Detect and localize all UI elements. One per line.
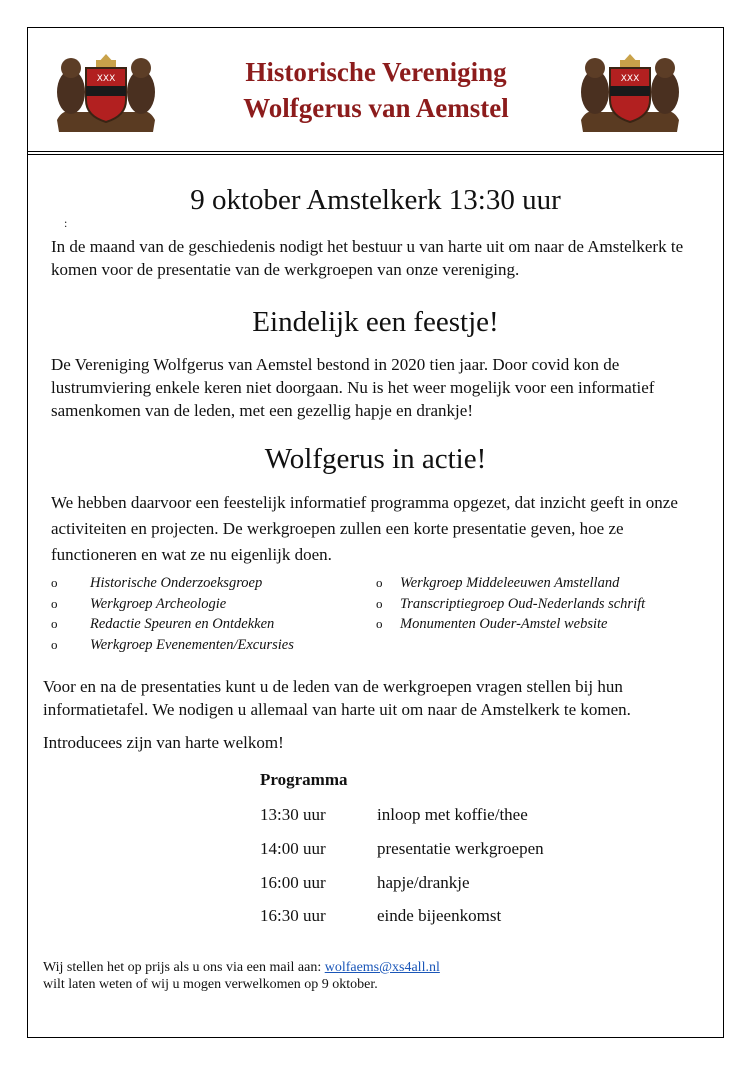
bullet-icon: o [51,575,58,590]
programme-time: 13:30 uur [260,805,326,824]
programme-time: 16:30 uur [260,906,326,925]
bullet-icon: o [376,616,383,631]
intro-paragraph: In de maand van de geschiedenis nodigt het bestuur u van harte uit om naar de Amstelkerk te komen voor de presentatie van de werkgroepen van onze vereniging. [51,237,684,279]
list-item-label: Werkgroep Archeologie [90,595,227,612]
section-heading-in-actie: Wolfgerus in actie! [264,443,487,475]
org-title-line1: Historische Vereniging [245,57,507,87]
list-item [51,594,294,615]
programme-title: Programma [260,770,348,789]
crest-mark-text: XXX [96,74,116,84]
bullet-icon: o [51,616,58,631]
list-item-label: Redactie Speuren en Ontdekken [90,616,275,632]
programme-activity: einde bijeenkomst [377,906,502,925]
section2-paragraph: We hebben daarvoor een feestelijk informatief programma opgezet, dat inzicht geeft in onze activiteiten en projecten. De werkgroepen zullen een korte presentatie geven, hoe ze functioneren en wat ze nu eigenlijk doen. [51,493,678,564]
section1-paragraph: De Vereniging Wolfgerus van Aemstel bestond in 2020 tien jaar. Door covid kon de lustrumviering enkele keren niet doorgaan. Nu is het weer mogelijk voor een informatief samenkomen van de leden, met een gezellig hapje en drankje! [51,355,655,420]
list-item-label: Werkgroep Evenementen/Excursies [90,636,294,653]
workgroup-list-right [376,573,645,635]
list-item [376,594,645,615]
programme-row [260,872,470,894]
programme-activity: inloop met koffie/thee [377,805,528,824]
programme-activity: hapje/drankje [377,873,470,892]
header-divider-bottom [27,154,724,155]
list-item [376,614,645,635]
list-item [51,635,294,656]
list-item-label: Werkgroep Middeleeuwen Amstelland [400,575,620,591]
list-item [51,573,294,594]
list-item [51,614,294,635]
footer-line1 [43,959,440,976]
programme-row [260,838,544,860]
programme-row [260,804,528,826]
email-link[interactable]: wolfaems@xs4all.nl [324,960,440,975]
bullet-icon: o [51,595,58,611]
footer-line2: wilt laten weten of wij u mogen verwelkomen op 9 oktober. [43,977,378,992]
programme-time: 16:00 uur [260,873,326,892]
list-item-label: Monumenten Ouder-Amstel website [400,616,608,632]
welcome-line: Introducees zijn van harte welkom! [43,733,284,752]
section-heading-feestje: Eindelijk een feestje! [252,306,499,338]
header-divider-top [27,151,724,152]
list-item [376,573,645,594]
bullet-icon: o [376,575,383,590]
programme-row [260,905,501,927]
programme-time: 14:00 uur [260,839,326,858]
closing-paragraph: Voor en na de presentaties kunt u de leden van de werkgroepen vragen stellen bij hun informatietafel. We nodigen u allemaal van harte uit om naar de Amstelkerk te komen. [43,677,631,719]
programme-activity: presentatie werkgroepen [377,839,544,858]
footer-prefix: Wij stellen het op prijs als u ons via een mail aan: [43,960,325,975]
crest-mark-text: XXX [620,74,640,84]
workgroup-list-left [51,573,294,655]
bullet-icon: o [376,595,383,611]
bullet-icon: o [51,636,58,652]
list-item-label: Historische Onderzoeksgroep [90,575,263,591]
stray-mark: : [64,216,68,230]
event-title: 9 oktober Amstelkerk 13:30 uur [190,184,561,216]
coat-of-arms-left-icon [53,50,159,136]
list-item-label: Transcriptiegroep Oud-Nederlands schrift [400,595,646,612]
org-title-line2: Wolfgerus van Aemstel [243,93,509,123]
